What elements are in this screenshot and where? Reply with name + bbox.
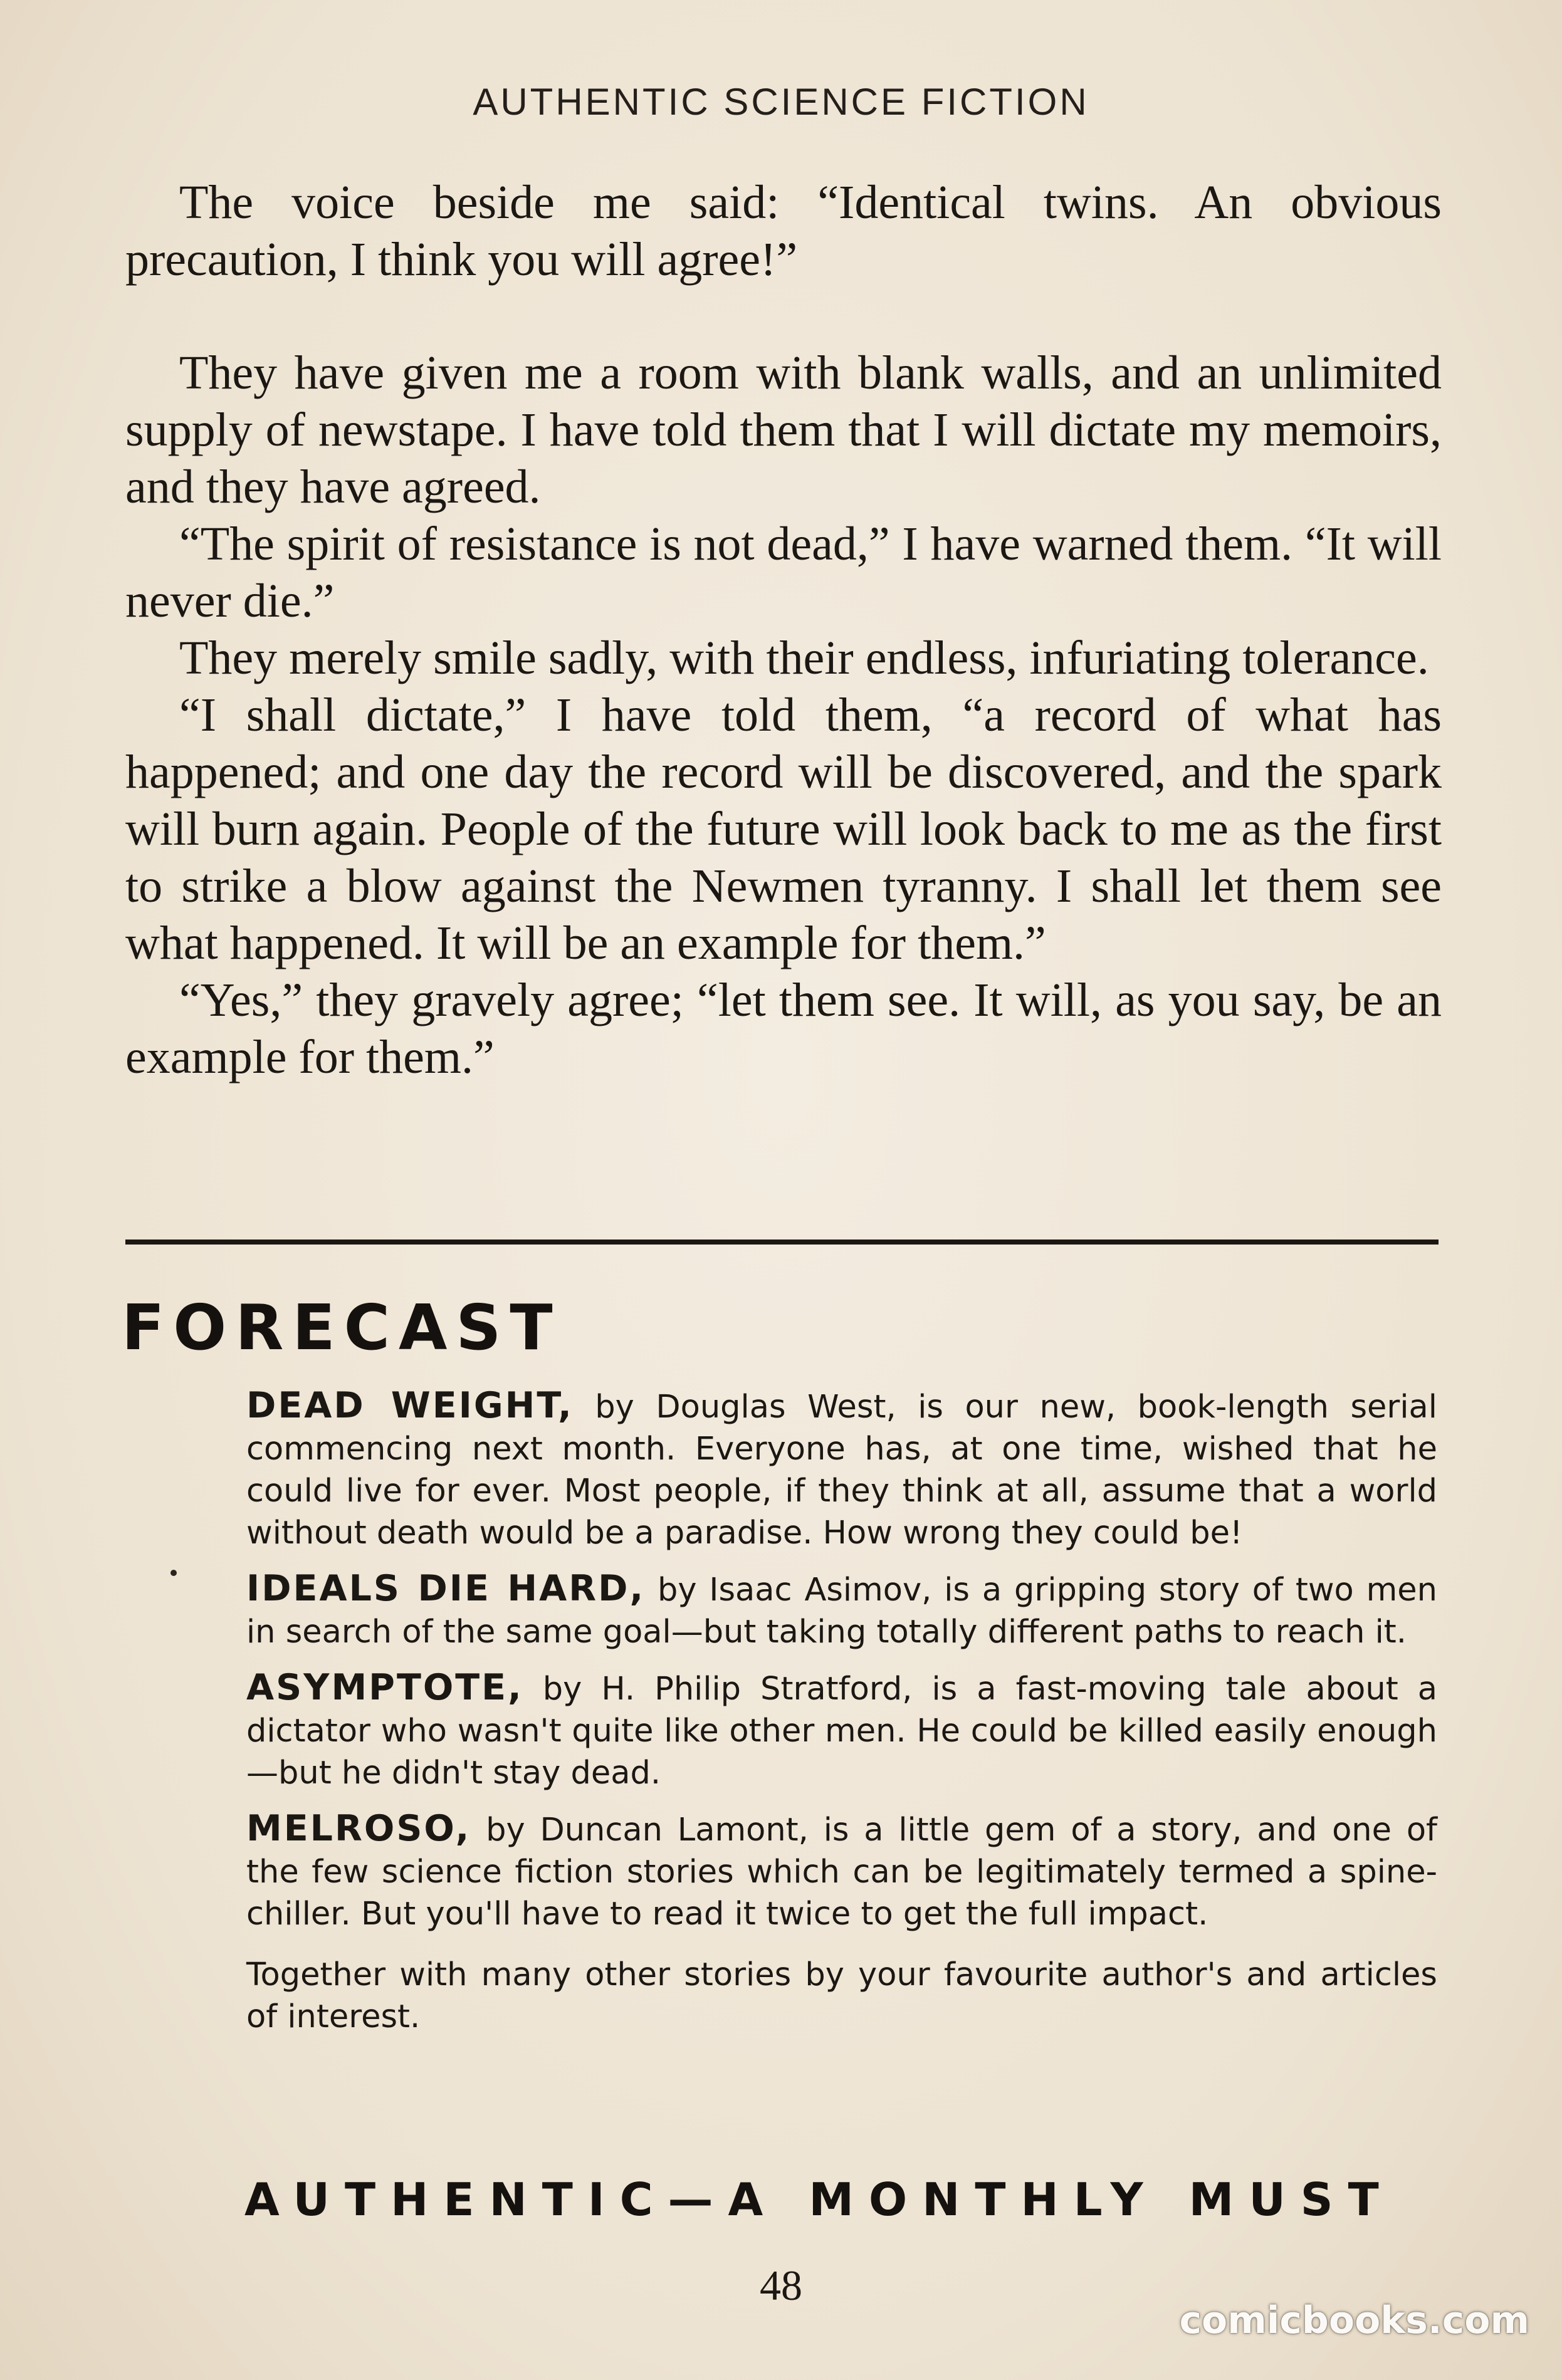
- forecast-item-title: MELROSO,: [246, 1808, 471, 1849]
- forecast-item: [246, 1385, 1437, 1554]
- source-watermark: comicbooks.com: [1179, 2299, 1529, 2342]
- section-divider: [125, 1240, 1439, 1245]
- story-paragraph: “The spirit of resistance is not dead,” I have warned them. “It will never die.”: [125, 518, 1442, 627]
- story-text: [125, 174, 1442, 1086]
- forecast-heading: FORECAST: [122, 1291, 562, 1364]
- print-speck: [170, 1570, 177, 1576]
- story-paragraph: They have given me a room with blank walls, and an unlimited supply of newstape. I have told them that I will dictate my memoirs, and they have agreed.: [125, 347, 1442, 513]
- magazine-slogan: AUTHENTIC—A MONTHLY MUST: [244, 2173, 1394, 2226]
- forecast-item-text: by Isaac Asimov, is a gripping story of two men in search of the same goal—but taking totally different paths to reach it.: [246, 1572, 1437, 1651]
- forecast-item-text: by Duncan Lamont, is a little gem of a story, and one of the few science fiction stories which can be legitimately termed a spine-chiller. But you'll have to read it twice to get the full impact.: [246, 1812, 1437, 1933]
- forecast-item-title: IDEALS DIE HARD,: [246, 1568, 646, 1609]
- story-paragraph: “Yes,” they gravely agree; “let them see. It will, as you say, be an example for them.”: [125, 974, 1442, 1083]
- page-number: 48: [760, 2262, 802, 2309]
- running-head: AUTHENTIC SCIENCE FICTION: [473, 81, 1089, 123]
- forecast-closing: Together with many other stories by your favourite author's and articles of interest.: [246, 1956, 1437, 2035]
- forecast-item: [246, 1808, 1437, 1935]
- forecast-item-title: ASYMPTOTE,: [246, 1667, 523, 1708]
- forecast-item-title: DEAD WEIGHT,: [246, 1385, 574, 1426]
- forecast-item: [246, 1568, 1437, 1653]
- story-paragraph: They merely smile sadly, with their endless, infuriating tolerance.: [179, 632, 1429, 684]
- forecast-item: [246, 1667, 1437, 1794]
- forecast-list: [246, 1385, 1437, 2070]
- story-paragraph: The voice beside me said: “Identical twins. An obvious precaution, I think you will agree!”: [125, 176, 1442, 286]
- story-paragraph: “I shall dictate,” I have told them, “a record of what has happened; and one day the record will be discovered, and the spark will burn again. People of the future will look back to me as the first to strike a blow against the Newmen tyranny. I shall let them see what happened. It will be an example for them.”: [125, 689, 1442, 969]
- forecast-item-text: by Douglas West, is our new, book-length serial commencing next month. Everyone has, at one time, wished that he could live for ever. Most people, if they think at all, assume that a world without death would be a paradise. How wrong they could be!: [246, 1389, 1437, 1552]
- forecast-item-text: by H. Philip Stratford, is a fast-moving tale about a dictator who wasn't quite like other men. He could be killed easily enough—but he didn't stay dead.: [246, 1671, 1437, 1792]
